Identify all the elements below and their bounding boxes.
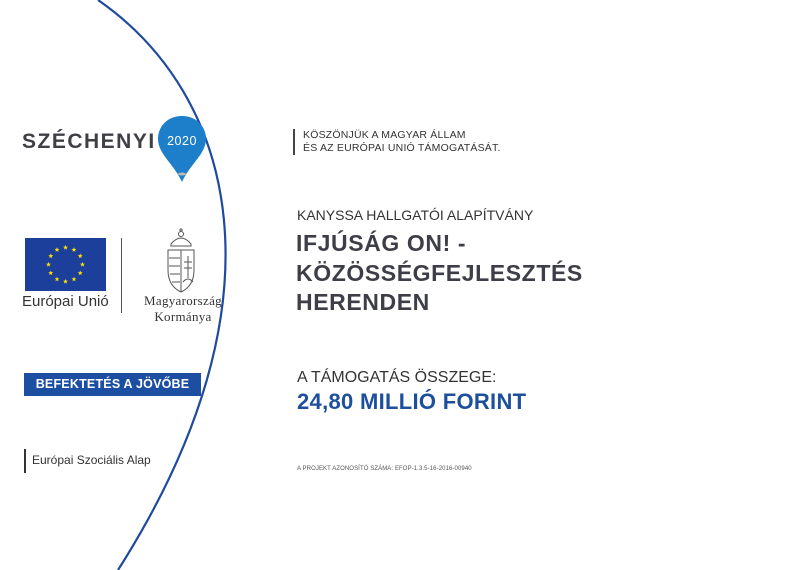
thanks-divider [293, 129, 295, 155]
szechenyi-year: 2020 [167, 134, 197, 148]
government-label-line2: Kormánya [154, 309, 212, 324]
government-label-line1: Magyarország [144, 293, 222, 308]
support-amount-label: A TÁMOGATÁS ÖSSZEGE: [297, 369, 497, 386]
logo-divider [121, 238, 122, 313]
project-title [296, 229, 583, 318]
thanks-text [303, 129, 501, 155]
eu-flag-icon [25, 238, 106, 291]
location-pin-icon [156, 114, 208, 184]
support-amount-value: 24,80 MILLIÓ FORINT [297, 389, 527, 414]
fund-divider [24, 449, 26, 473]
government-label [133, 293, 233, 325]
project-id: A PROJEKT AZONOSÍTÓ SZÁMA: EFOP-1.3.5-16-2016-00940 [297, 466, 472, 472]
fund-label: Európai Szociális Alap [32, 453, 151, 467]
project-title-line3: HERENDEN [296, 289, 430, 315]
thanks-line2: ÉS AZ EURÓPAI UNIÓ TÁMOGATÁSÁT. [303, 142, 501, 154]
project-title-line2: KÖZÖSSÉGFEJLESZTÉS [296, 259, 583, 286]
project-title-line1: IFJÚSÁG ON! - [296, 230, 467, 256]
invest-in-future-badge: BEFEKTETÉS A JÖVŐBE [24, 373, 201, 396]
szechenyi-wordmark: SZÉCHENYI [22, 130, 156, 153]
thanks-line1: KÖSZÖNJÜK A MAGYAR ÁLLAM [303, 129, 466, 141]
hungarian-coat-of-arms-icon [163, 226, 199, 296]
eu-label: Európai Unió [22, 293, 109, 310]
organization-name: KANYSSA HALLGATÓI ALAPÍTVÁNY [297, 207, 534, 223]
